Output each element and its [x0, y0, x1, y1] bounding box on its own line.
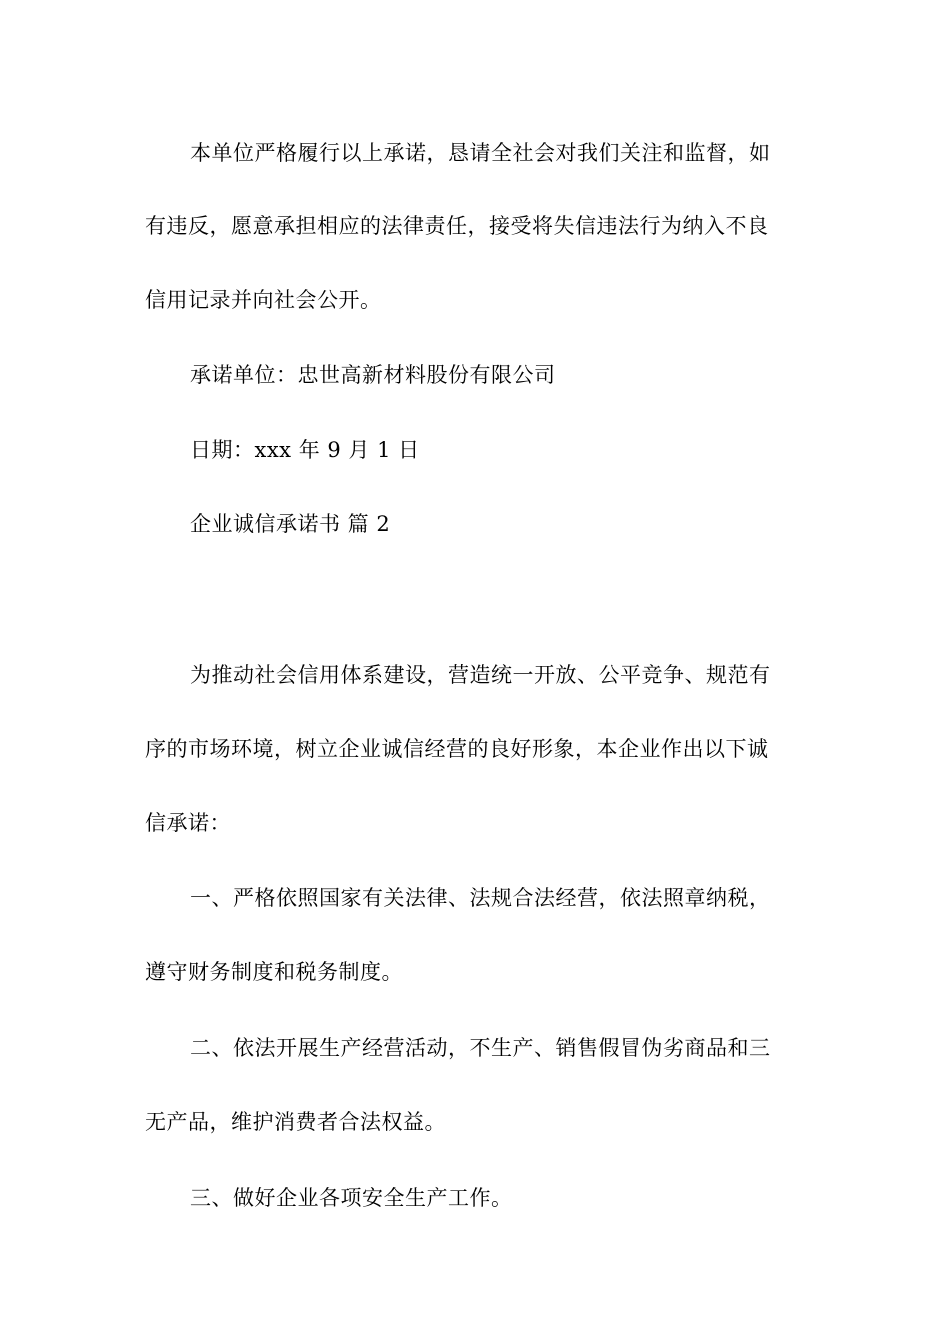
paragraph-2-line-1: 为推动社会信用体系建设，营造统一开放、公平竞争、规范有: [190, 663, 771, 687]
paragraph-2-line-2: 序的市场环境，树立企业诚信经营的良好形象，本企业作出以下诚: [145, 737, 769, 761]
section-heading: 企业诚信承诺书 篇 2: [190, 512, 391, 536]
commitment-date: 日期：xxx 年 9 月 1 日: [190, 438, 420, 462]
item-1-line-2: 遵守财务制度和税务制度。: [145, 960, 403, 984]
item-2-line-1: 二、依法开展生产经营活动，不生产、销售假冒伪劣商品和三: [190, 1036, 771, 1060]
paragraph-1-line-1: 本单位严格履行以上承诺，恳请全社会对我们关注和监督，如: [190, 141, 771, 165]
paragraph-2-line-3: 信承诺：: [145, 811, 231, 835]
item-2-line-2: 无产品，维护消费者合法权益。: [145, 1110, 446, 1134]
signature-unit: 承诺单位：忠世高新材料股份有限公司: [190, 363, 556, 387]
paragraph-1-line-2: 有违反，愿意承担相应的法律责任，接受将失信违法行为纳入不良: [145, 214, 769, 238]
item-3-line-1: 三、做好企业各项安全生产工作。: [190, 1186, 513, 1210]
item-1-line-1: 一、严格依照国家有关法律、法规合法经营，依法照章纳税，: [190, 886, 771, 910]
paragraph-1-line-3: 信用记录并向社会公开。: [145, 288, 382, 312]
